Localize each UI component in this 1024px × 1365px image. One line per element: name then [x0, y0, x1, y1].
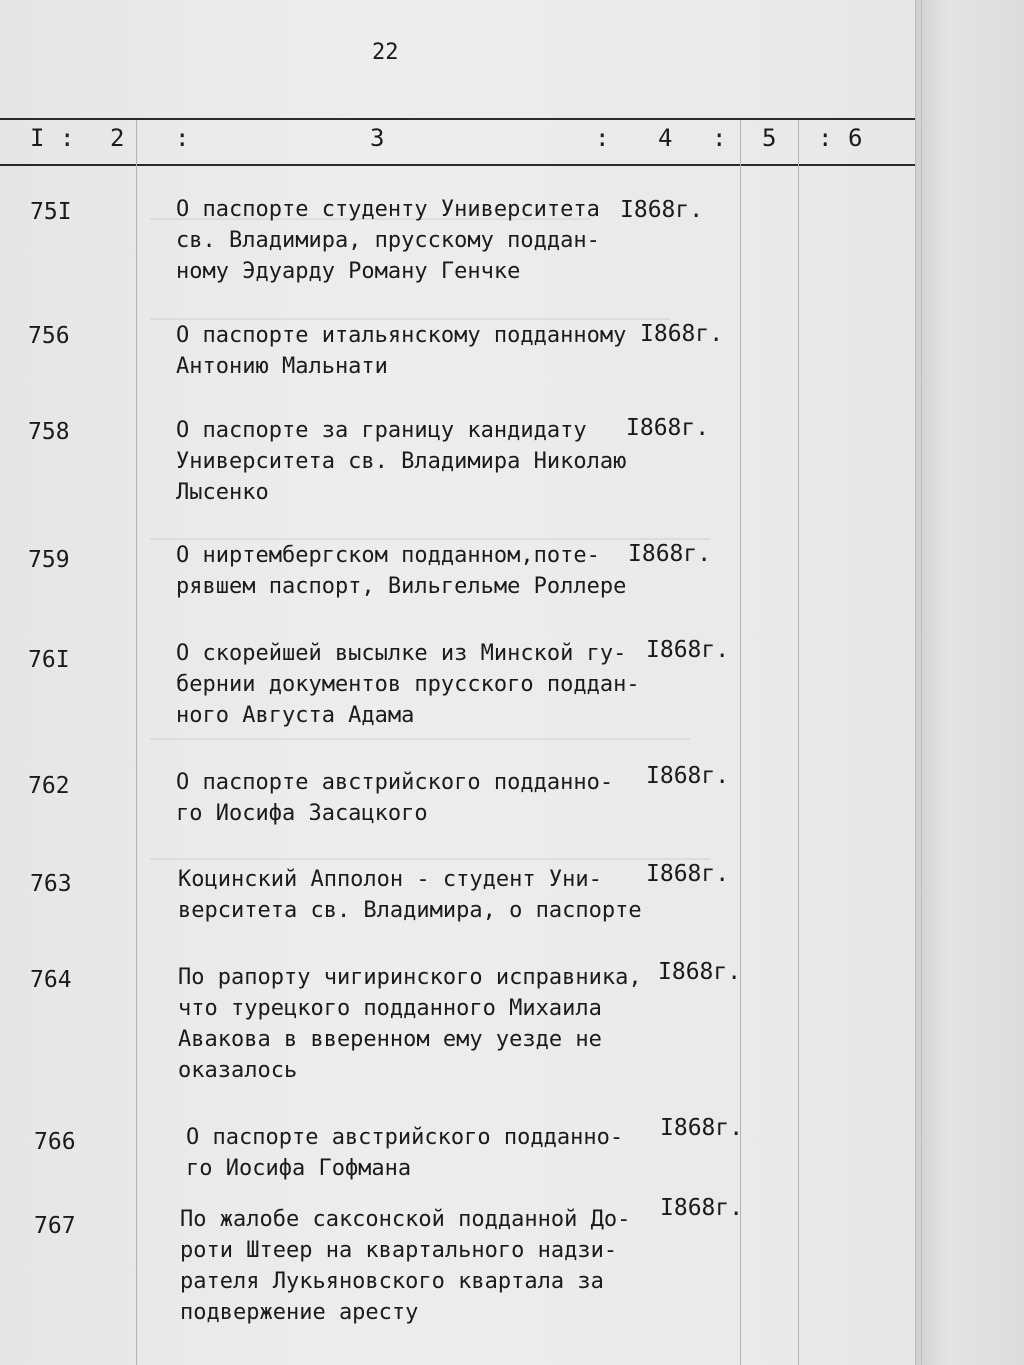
- entry-title-line: подвержение аресту: [180, 1300, 419, 1325]
- entry-number: 767: [34, 1213, 76, 1239]
- bleed-through-mark: [150, 520, 710, 540]
- entry-title-line: Лысенко: [176, 480, 269, 505]
- entry-title-line: ного Августа Адама: [176, 703, 415, 728]
- entry-title-line: рявшем паспорт, Вильгельме Роллере: [176, 574, 627, 599]
- entry-title-line: го Иосифа Засацкого: [176, 801, 428, 826]
- entry-title-line: верситета св. Владимира, о паспорте: [178, 898, 642, 923]
- entry-year: I868г.: [646, 861, 730, 887]
- entry-title-line: бернии документов прусского поддан-: [176, 672, 640, 697]
- entry-title-line: О паспорте австрийского подданно-: [186, 1125, 624, 1150]
- bleed-through-mark: [150, 300, 670, 320]
- page-edge-line: [921, 0, 922, 1365]
- entry-title-line: Антонию Мальнати: [176, 354, 388, 379]
- column-separator: :: [175, 124, 190, 152]
- bleed-through-mark: [150, 840, 710, 860]
- entry-year: I868г.: [640, 321, 724, 347]
- entry-title-line: оказалось: [178, 1058, 298, 1083]
- entry-year: I868г.: [660, 1115, 744, 1141]
- entry-title-line: О паспорте студенту Университета: [176, 197, 600, 222]
- column-rule: [798, 120, 799, 1365]
- entry-title-line: го Иосифа Гофмана: [186, 1156, 412, 1181]
- entry-number: 763: [30, 871, 72, 897]
- column-header-6: 6: [848, 124, 863, 152]
- entry-title-line: что турецкого подданного Михаила: [178, 996, 602, 1021]
- entry-title-line: св. Владимира, прусскому поддан-: [176, 228, 600, 253]
- entry-title-line: По жалобе саксонской подданной До-: [180, 1207, 631, 1232]
- page-edge-shadow: [915, 0, 1024, 1365]
- column-rule: [136, 120, 137, 1365]
- column-separator: :: [818, 124, 833, 152]
- entry-year: I868г.: [620, 197, 704, 223]
- column-header-4: 4: [658, 124, 673, 152]
- entry-title-line: Авакова в вверенном ему уезде не: [178, 1027, 602, 1052]
- entry-number: 76I: [28, 647, 70, 673]
- entry-year: I868г.: [646, 637, 730, 663]
- page-number: 22: [372, 40, 399, 65]
- entry-title-line: О паспорте за границу кандидату: [176, 418, 587, 443]
- entry-year: I868г.: [646, 763, 730, 789]
- column-rule: [740, 120, 741, 1365]
- header-rule-top: [0, 118, 915, 120]
- entry-title-line: Университета св. Владимира Николаю: [176, 449, 627, 474]
- entry-year: I868г.: [660, 1195, 744, 1221]
- entry-number: 756: [28, 323, 70, 349]
- column-header-2: 2: [110, 124, 125, 152]
- entry-year: I868г.: [628, 541, 712, 567]
- header-rule-bottom: [0, 164, 915, 166]
- column-header-3: 3: [370, 124, 385, 152]
- column-separator: :: [712, 124, 727, 152]
- entry-number: 766: [34, 1129, 76, 1155]
- entry-year: I868г.: [658, 959, 742, 985]
- column-separator: :: [595, 124, 610, 152]
- entry-number: 758: [28, 419, 70, 445]
- entry-title-line: роти Штеер на квартального надзи-: [180, 1238, 618, 1263]
- entry-title-line: О скорейшей высылке из Минской гу-: [176, 641, 627, 666]
- entry-title-line: О паспорте австрийского подданно-: [176, 770, 614, 795]
- column-header-1: I: [30, 124, 45, 152]
- entry-title-line: рателя Лукьяновского квартала за: [180, 1269, 604, 1294]
- entry-number: 75I: [30, 199, 72, 225]
- column-header-5: 5: [762, 124, 777, 152]
- page-edge-line: [915, 0, 916, 1365]
- entry-number: 764: [30, 967, 72, 993]
- entry-title-line: ному Эдуарду Роману Генчке: [176, 259, 521, 284]
- entry-title-line: По рапорту чигиринского исправника,: [178, 965, 642, 990]
- entry-title-line: Коцинский Апполон - студент Уни-: [178, 867, 602, 892]
- entry-number: 762: [28, 773, 70, 799]
- entry-year: I868г.: [626, 415, 710, 441]
- entry-number: 759: [28, 547, 70, 573]
- column-separator: :: [60, 124, 75, 152]
- entry-title-line: О ниртембергском подданном,поте-: [176, 543, 600, 568]
- entry-title-line: О паспорте итальянскому подданному: [176, 323, 627, 348]
